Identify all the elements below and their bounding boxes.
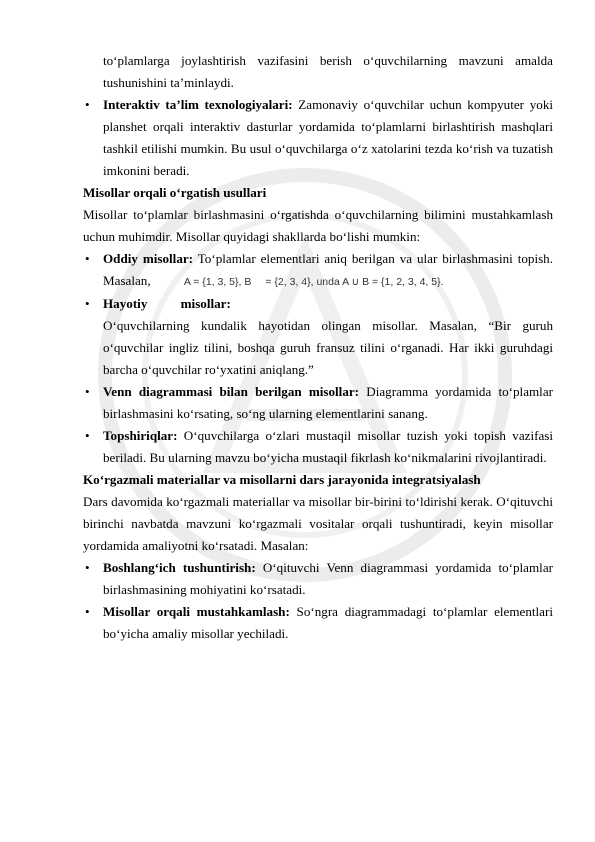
bullet-icon: • — [85, 296, 90, 311]
list-item-mustahkam — [83, 601, 553, 645]
paragraph-misollar: Misollar to‘plamlar birlashmasini o‘rgatishda o‘quvchilarning bilimini mustahkamlash uchun muhimdir. Misollar quyidagi shakllarda bo‘lishi mumkin: — [83, 207, 553, 244]
item-text: To‘plamlar elementlari aniq berilgan va ular birlashmasini topish. Masalan, — [103, 251, 554, 288]
heading-misollar: Misollar orqali o‘rgatish usullari — [83, 185, 267, 200]
document-body — [83, 50, 553, 645]
item-label: Hayotiy misollar: — [103, 296, 231, 311]
formula-part1: A = {1, 3, 5}, B — [183, 276, 252, 288]
item-text: Zamonaviy o‘quvchilar uchun kompyuter yoki planshet orqali interaktiv dasturlar yordamida to‘plamlarni birlashtirish mashqlari tashkil etilishi mumkin. Bu usul o‘quvchilarga o‘z xatolarini tezda ko‘rish va tuzatish imkonini beradi. — [103, 97, 554, 178]
item-label: Boshlang‘ich tushuntirish: — [103, 560, 256, 575]
list-item-boshlang — [83, 557, 553, 601]
item-text: O‘qituvchi Venn diagrammasi yordamida to‘plamlar birlashmasining mohiyatini ko‘rsatadi. — [103, 560, 553, 597]
paragraph-korgazmali: Dars davomida ko‘rgazmali materiallar va misollar bir-birini to‘ldirishi kerak. O‘qituvchi birinchi navbatda mavzuni ko‘rgazmali vositalar orqali tushuntiradi, keyin misollar yordamida amaliyotni ko‘rsatadi. Masalan: — [83, 494, 553, 553]
bullet-icon: • — [85, 97, 90, 112]
item-label: Topshiriqlar: — [103, 428, 178, 443]
bullet-icon: • — [85, 384, 90, 399]
formula-part2: = {2, 3, 4}, unda A ∪ B = {1, 2, 3, 4, 5}. — [265, 276, 444, 288]
bullet-icon: • — [85, 428, 90, 443]
item-text: Diagramma yordamida to‘plamlar birlashmasini ko‘rsating, so‘ng ularning elementlarini sanang. — [103, 384, 553, 421]
item-text: O‘quvchilarga o‘zlari mustaqil misollar tuzish yoki topish vazifasi beriladi. Bu ularning mavzu bo‘yicha mustaqil fikrlash ko‘nikmalarini rivojlantiradi. — [103, 428, 553, 465]
formula-image — [184, 276, 444, 288]
list-item-topshiriq — [83, 425, 553, 469]
list-item-venn — [83, 381, 553, 425]
paragraph-intro: to‘plamlarga joylashtirish vazifasini berish o‘quvchilarning mavzuni amalda tushunishini ta’minlaydi. — [103, 53, 553, 90]
heading-korgazmali: Ko‘rgazmali materiallar va misollarni dars jarayonida integratsiyalash — [83, 472, 481, 487]
paragraph-hayotiy: O‘quvchilarning kundalik hayotidan olingan misollar. Masalan, “Bir guruh o‘quvchilar ingliz tilini, boshqa guruh fransuz tilini o‘rganadi. Har ikki guruhdagi barcha o‘quvchilar ro‘yxatini aniqlang.” — [103, 318, 553, 377]
item-label: Interaktiv ta’lim texnologiyalari: — [103, 97, 293, 112]
list-item-interaktiv — [83, 94, 553, 182]
list-item-hayotiy — [83, 293, 553, 315]
item-text: So‘ngra diagrammadagi to‘plamlar elementlari bo‘yicha amaliy misollar yechiladi. — [103, 604, 553, 641]
item-label: Venn diagrammasi bilan berilgan misollar: — [103, 384, 360, 399]
bullet-icon: • — [85, 604, 90, 619]
bullet-icon: • — [85, 560, 90, 575]
bullet-icon: • — [85, 251, 90, 266]
item-label: Misollar orqali mustahkamlash: — [103, 604, 290, 619]
list-item-oddiy — [83, 248, 553, 293]
item-label: Oddiy misollar: — [103, 251, 194, 266]
